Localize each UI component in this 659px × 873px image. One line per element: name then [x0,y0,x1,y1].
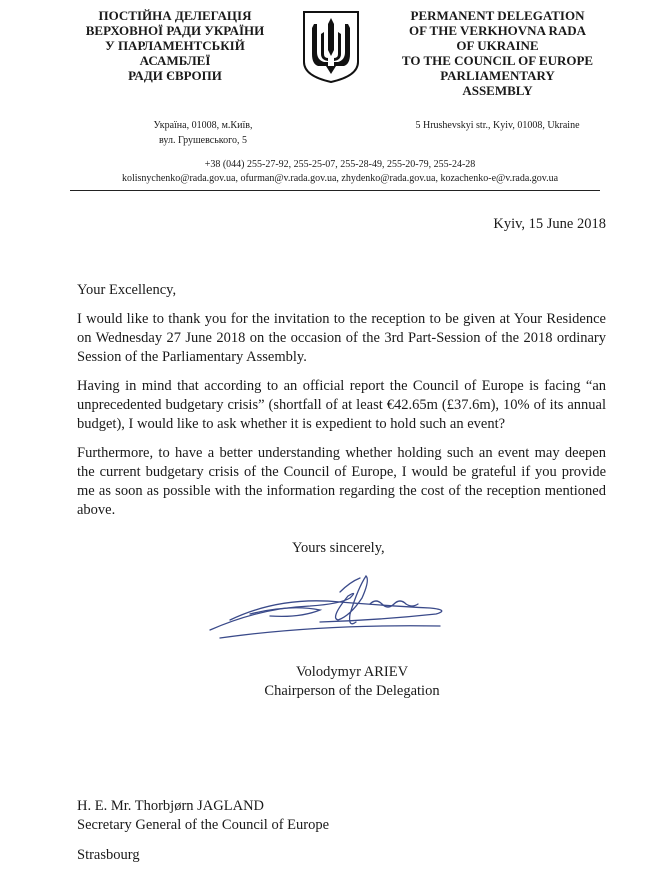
letterhead-ua-line: РАДИ ЄВРОПИ [128,68,222,83]
address-ua-line: вул. Грушевського, 5 [159,135,247,146]
body-paragraph-3: Furthermore, to have a better understanding whether holding such an event may deepen the current budgetary crisis of the Council of Europe, I would be grateful if you provide me as soon as possible with the information regarding the cost of the reception mentioned above. [77,445,606,518]
body-paragraph-2: Having in mind that according to an official report the Council of Europe is facing “an unprecedented budgetary crisis” (shortfall of at least €42.65m (£37.6m), 10% of its annual budget), I would like to ask whether it is expedient to hold such an event? [77,378,606,432]
letterhead-en-line: ASSEMBLY [462,83,533,98]
closing: Yours sincerely, [292,540,385,556]
letterhead-english [390,8,605,98]
addressee-block [77,797,329,835]
letterhead-en-line: OF UKRAINE [456,38,539,53]
body-paragraph-1: I would like to thank you for the invitation to the reception to be given at Your Residence on Wednesday 27 June 2018 on the occasion of the 3rd Part-Session of the 2018 ordinary Session of the Parliamentary Assembly. [77,311,606,365]
phone-numbers: +38 (044) 255-27-92, 255-25-07, 255-28-49, 255-20-79, 255-24-28 [204,159,476,170]
address-ua-line: Україна, 01008, м.Київ, [153,120,253,131]
letterhead-ukrainian [60,8,290,83]
letterhead-en-line: OF THE VERKHOVNA RADA [408,23,587,38]
letterhead-en-line: PARLIAMENTARY [440,68,555,83]
letter-date: Kyiv, 15 June 2018 [493,216,606,232]
signature-icon [200,568,460,648]
letterhead-en-line: TO THE COUNCIL OF EUROPE [401,53,594,68]
address-ukrainian [118,118,288,148]
letterhead-ua-line: ВЕРХОВНОЇ РАДИ УКРАЇНИ [85,23,265,38]
signer-name: Volodymyr ARIEV [295,664,409,680]
salutation: Your Excellency, [77,282,177,298]
signer-block [252,663,452,701]
header-divider [70,190,600,191]
addressee-name: H. E. Mr. Thorbjørn JAGLAND [77,798,265,814]
letterhead-ua-line: У ПАРЛАМЕНТСЬКІЙ [105,38,245,53]
addressee-title: Secretary General of the Council of Europe [77,817,330,833]
letterhead-ua-line: ПОСТІЙНА ДЕЛЕГАЦІЯ [98,8,252,23]
address-english: 5 Hrushevskyi str., Kyiv, 01008, Ukraine [415,120,580,131]
letterhead-en-line: PERMANENT DELEGATION [410,8,585,23]
signer-title: Chairperson of the Delegation [264,683,440,699]
coat-of-arms-icon [302,10,360,84]
letterhead-ua-line: АСАМБЛЕЇ [139,53,211,68]
addressee-city: Strasbourg [77,847,140,863]
email-addresses: kolisnychenko@rada.gov.ua, ofurman@v.rada.gov.ua, zhydenko@rada.gov.ua, kozachenko-e@v.rada.gov.ua [121,173,559,184]
contact-info [80,158,600,186]
